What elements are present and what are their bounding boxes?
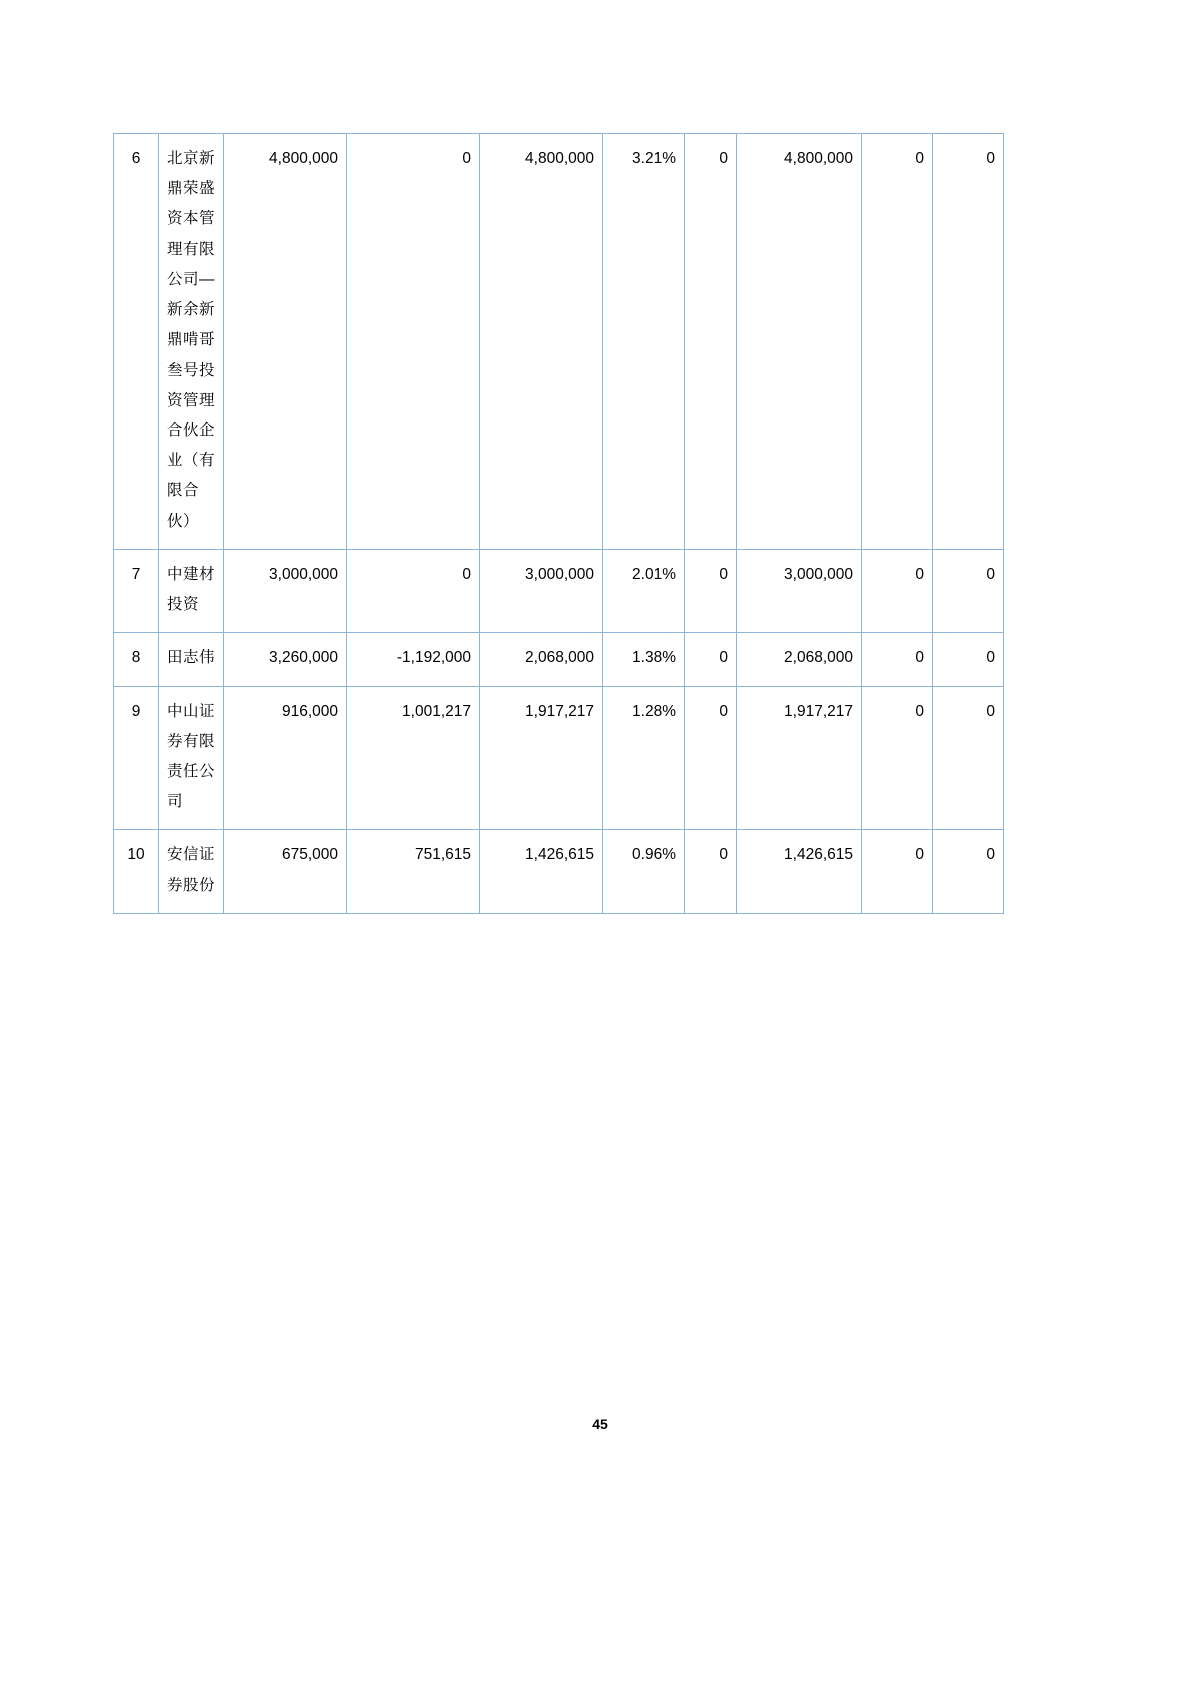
shareholder-table-container bbox=[113, 133, 1003, 914]
row-change: 1,001,217 bbox=[347, 686, 480, 830]
row-end-shares: 3,000,000 bbox=[480, 549, 603, 632]
table-row bbox=[114, 134, 1004, 550]
row-ratio: 1.38% bbox=[603, 633, 685, 686]
row-pledged: 0 bbox=[862, 549, 933, 632]
row-restricted: 0 bbox=[685, 830, 737, 913]
row-index: 9 bbox=[114, 686, 159, 830]
row-ratio: 1.28% bbox=[603, 686, 685, 830]
row-end-shares: 1,426,615 bbox=[480, 830, 603, 913]
row-restricted: 0 bbox=[685, 134, 737, 550]
row-restricted: 0 bbox=[685, 633, 737, 686]
row-restricted: 0 bbox=[685, 549, 737, 632]
row-unrestricted: 1,917,217 bbox=[737, 686, 862, 830]
row-name: 田志伟 bbox=[159, 633, 224, 686]
row-begin-shares: 916,000 bbox=[224, 686, 347, 830]
row-index: 6 bbox=[114, 134, 159, 550]
row-change: 0 bbox=[347, 549, 480, 632]
row-pledged: 0 bbox=[862, 134, 933, 550]
row-frozen: 0 bbox=[933, 830, 1004, 913]
page-number: 45 bbox=[592, 1416, 608, 1432]
row-change: -1,192,000 bbox=[347, 633, 480, 686]
row-pledged: 0 bbox=[862, 633, 933, 686]
row-end-shares: 4,800,000 bbox=[480, 134, 603, 550]
table-row bbox=[114, 686, 1004, 830]
row-end-shares: 2,068,000 bbox=[480, 633, 603, 686]
row-ratio: 0.96% bbox=[603, 830, 685, 913]
row-frozen: 0 bbox=[933, 633, 1004, 686]
row-name: 中建材投资 bbox=[159, 549, 224, 632]
row-pledged: 0 bbox=[862, 830, 933, 913]
row-change: 0 bbox=[347, 134, 480, 550]
row-begin-shares: 675,000 bbox=[224, 830, 347, 913]
row-begin-shares: 3,260,000 bbox=[224, 633, 347, 686]
table-row bbox=[114, 633, 1004, 686]
row-restricted: 0 bbox=[685, 686, 737, 830]
row-change: 751,615 bbox=[347, 830, 480, 913]
row-unrestricted: 4,800,000 bbox=[737, 134, 862, 550]
row-frozen: 0 bbox=[933, 134, 1004, 550]
row-index: 10 bbox=[114, 830, 159, 913]
row-index: 7 bbox=[114, 549, 159, 632]
row-begin-shares: 4,800,000 bbox=[224, 134, 347, 550]
row-ratio: 2.01% bbox=[603, 549, 685, 632]
table-row bbox=[114, 830, 1004, 913]
row-frozen: 0 bbox=[933, 686, 1004, 830]
row-name: 中山证券有限责任公司 bbox=[159, 686, 224, 830]
row-name: 安信证券股份 bbox=[159, 830, 224, 913]
row-index: 8 bbox=[114, 633, 159, 686]
row-name: 北京新鼎荣盛资本管理有限公司—新余新鼎啃哥叁号投资管理合伙企业（有限合伙） bbox=[159, 134, 224, 550]
table-row bbox=[114, 549, 1004, 632]
shareholder-table bbox=[113, 133, 1004, 914]
row-frozen: 0 bbox=[933, 549, 1004, 632]
row-pledged: 0 bbox=[862, 686, 933, 830]
row-unrestricted: 2,068,000 bbox=[737, 633, 862, 686]
row-end-shares: 1,917,217 bbox=[480, 686, 603, 830]
row-begin-shares: 3,000,000 bbox=[224, 549, 347, 632]
row-ratio: 3.21% bbox=[603, 134, 685, 550]
row-unrestricted: 1,426,615 bbox=[737, 830, 862, 913]
row-unrestricted: 3,000,000 bbox=[737, 549, 862, 632]
